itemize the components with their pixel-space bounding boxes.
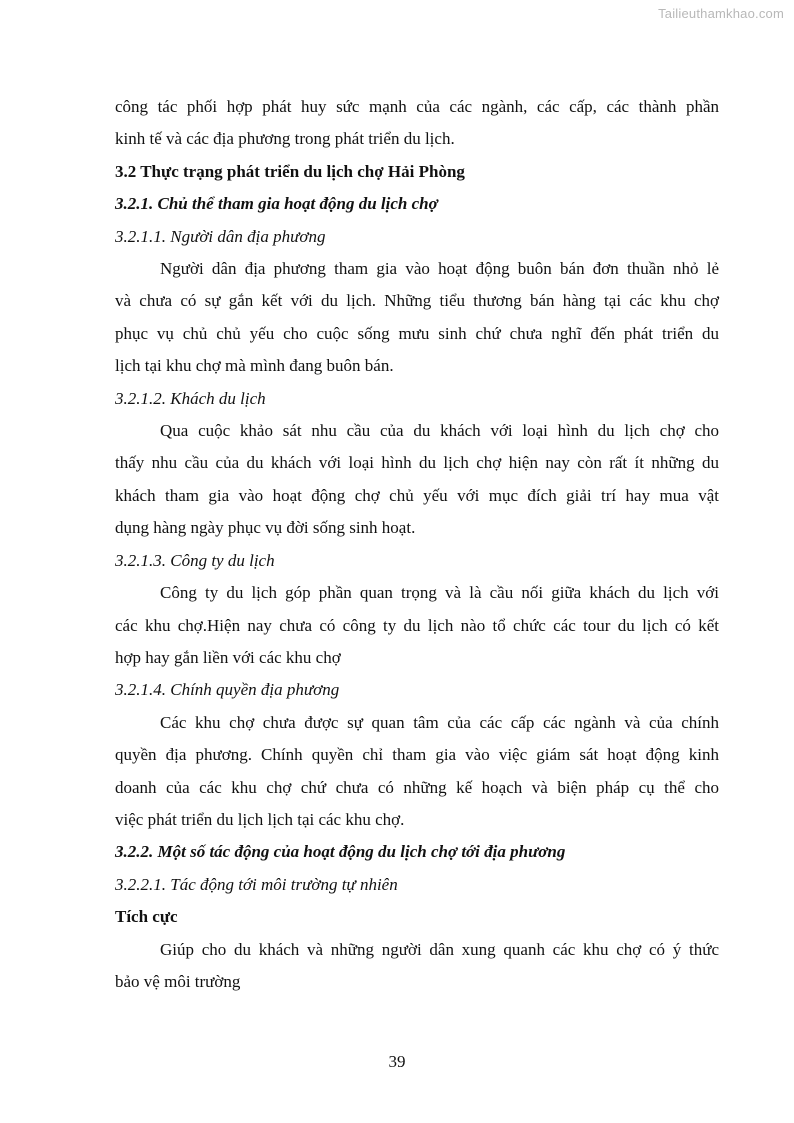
paragraph-line: Các khu chợ chưa được sự quan tâm của các cấp các ngành và của chính — [160, 712, 719, 732]
paragraph-line: Giúp cho du khách và những người dân xung quanh các khu chợ có ý thức — [160, 939, 719, 959]
paragraph-line: Công ty du lịch góp phần quan trọng và là cầu nối giữa khách du lịch với — [160, 583, 719, 603]
paragraph-line: công tác phối hợp phát huy sức mạnh của các ngành, các cấp, các thành phần — [115, 97, 719, 116]
paragraph-line: khách tham gia vào hoạt động chợ chủ yếu với mục đích giải trí hay mua vật — [115, 485, 719, 505]
paragraph-line: các khu chợ.Hiện nay chưa có công ty du lịch nào tổ chức các tour du lịch có kết — [115, 615, 719, 635]
paragraph-line: dụng hàng ngày phục vụ đời sống sinh hoạt. — [115, 518, 416, 538]
page-number: 39 — [388, 1052, 406, 1071]
paragraph-line: thấy nhu cầu của du khách với loại hình du lịch chợ hiện nay còn rất ít những du — [115, 453, 719, 473]
bold-label: Tích cực — [115, 907, 178, 927]
paragraph-line: quyền địa phương. Chính quyền chỉ tham gia vào việc giám sát hoạt động kinh — [115, 745, 719, 765]
paragraph-line: doanh của các khu chợ chứ chưa có những kế hoạch và biện pháp cụ thể cho — [115, 777, 719, 797]
paragraph-line: phục vụ chủ chủ yếu cho cuộc sống mưu sinh chứ chưa nghĩ đến phát triển du — [115, 323, 719, 343]
paragraph-line: Người dân địa phương tham gia vào hoạt động buôn bán đơn thuần nhỏ lẻ — [160, 259, 719, 279]
subsubsection-heading: 3.2.1.3. Công ty du lịch — [115, 550, 275, 570]
paragraph-line: việc phát triển du lịch lịch tại các khu chợ. — [115, 809, 405, 829]
subsection-heading: 3.2.2. Một số tác động của hoạt động du lịch chợ tới địa phương — [115, 842, 566, 862]
subsection-heading: 3.2.1. Chủ thể tham gia hoạt động du lịch chợ — [115, 194, 438, 214]
paragraph-line: bảo vệ môi trường — [115, 971, 241, 991]
subsubsection-heading: 3.2.1.1. Người dân địa phương — [115, 226, 326, 246]
paragraph-line: Qua cuộc khảo sát nhu cầu của du khách với loại hình du lịch chợ cho — [160, 421, 719, 441]
paragraph-line: lịch tại khu chợ mà mình đang buôn bán. — [115, 356, 394, 376]
subsubsection-heading: 3.2.1.2. Khách du lịch — [115, 388, 266, 408]
watermark: Tailieuthamkhao.com — [658, 6, 784, 21]
paragraph-line: kinh tế và các địa phương trong phát triển du lịch. — [115, 129, 455, 149]
document-body — [115, 91, 719, 998]
subsubsection-heading: 3.2.2.1. Tác động tới môi trường tự nhiên — [115, 874, 398, 894]
paragraph-line: hợp hay gắn liền với các khu chợ — [115, 647, 341, 667]
subsubsection-heading: 3.2.1.4. Chính quyền địa phương — [115, 680, 340, 700]
paragraph-line: và chưa có sự gắn kết với du lịch. Những tiểu thương bán hàng tại các khu chợ — [115, 291, 719, 311]
section-heading: 3.2 Thực trạng phát triển du lịch chợ Hải Phòng — [115, 161, 465, 181]
